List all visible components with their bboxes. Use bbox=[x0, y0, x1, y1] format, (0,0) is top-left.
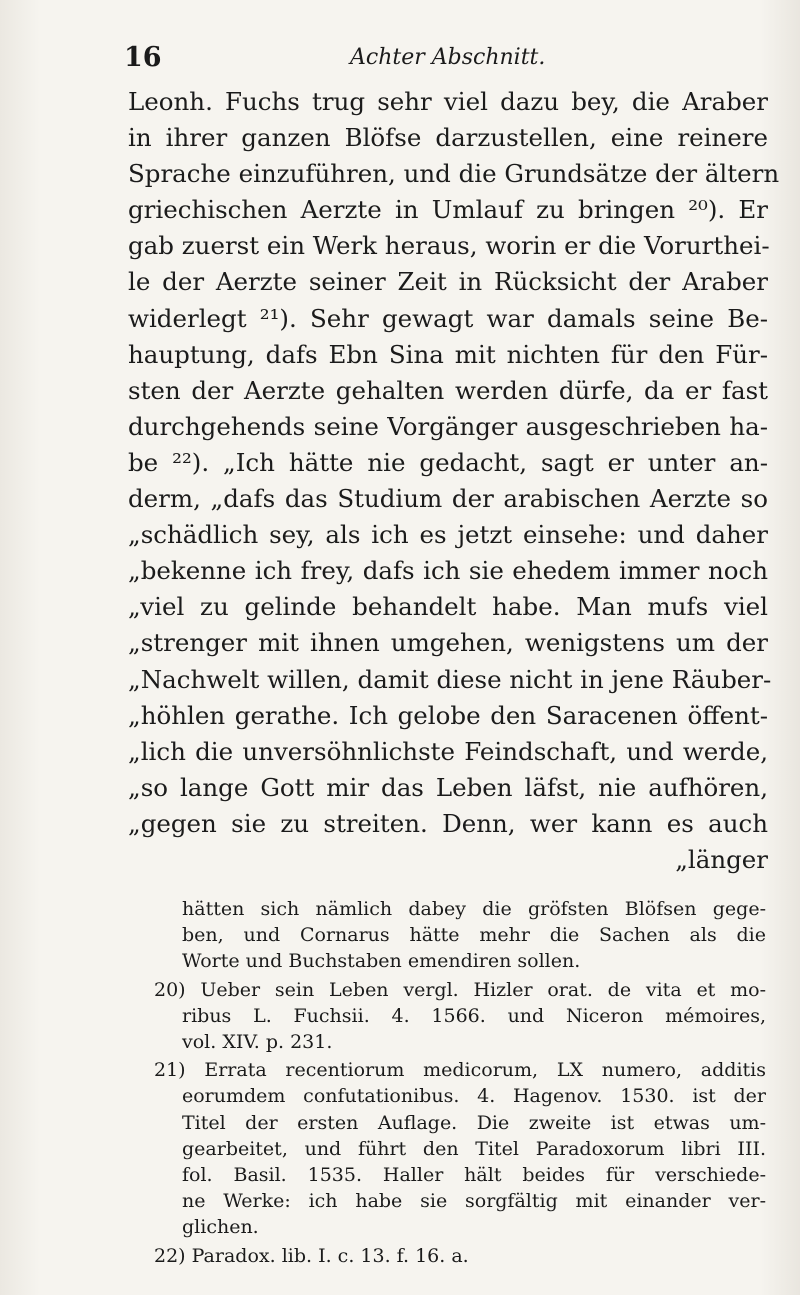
footnote-line: glichen. bbox=[182, 1216, 259, 1239]
footnote-line: 22) Paradox. lib. I. c. 13. f. 16. a. bbox=[154, 1244, 469, 1267]
body-line: le der Aerzte seiner Zeit in Rücksicht der Araber bbox=[128, 267, 768, 297]
body-line: „schädlich sey, als ich es jetzt einsehe: und daher bbox=[128, 520, 768, 550]
footnote-line: ribus L. Fuchsii. 4. 1566. und Niceron mémoires, bbox=[182, 1004, 766, 1027]
footnote-20 bbox=[154, 977, 766, 1056]
body-line: be ²²). „Ich hätte nie gedacht, sagt er unter an- bbox=[128, 447, 768, 477]
body-line: sten der Aerzte gehalten werden dürfe, da er fast bbox=[128, 375, 768, 405]
page-number: 16 bbox=[124, 42, 162, 73]
footnote-line: vol. XIV. p. 231. bbox=[182, 1031, 333, 1054]
body-line: griechischen Aerzte in Umlauf zu bringen ²⁰). Er bbox=[128, 195, 768, 225]
running-head: Achter Abschnitt. bbox=[350, 45, 546, 70]
body-line: widerlegt ²¹). Sehr gewagt war damals seine Be- bbox=[128, 303, 768, 333]
body-line: „so lange Gott mir das Leben läfst, nie aufhören, bbox=[128, 772, 768, 802]
body-line: in ihrer ganzen Blöfse darzustellen, eine reinere bbox=[128, 123, 768, 153]
catchword: „länger bbox=[675, 844, 768, 874]
page-header bbox=[124, 42, 764, 76]
body-line: gab zuerst ein Werk heraus, worin er die Vorurthei- bbox=[128, 231, 770, 261]
body-line: derm, „dafs das Studium der arabischen Aerzte so bbox=[128, 484, 768, 514]
body-line: „viel zu gelinde behandelt habe. Man mufs viel bbox=[128, 592, 768, 622]
body-line: „Nachwelt willen, damit diese nicht in jene Räuber- bbox=[128, 664, 772, 694]
body-line: „gegen sie zu streiten. Denn, wer kann es auch bbox=[128, 808, 768, 838]
body-line: „bekenne ich frey, dafs ich sie ehedem immer noch bbox=[128, 556, 768, 586]
body-text bbox=[128, 84, 780, 878]
body-line: hauptung, dafs Ebn Sina mit nichten für den Für- bbox=[128, 339, 768, 369]
footnote-22 bbox=[154, 1243, 766, 1269]
footnote-continuation bbox=[154, 896, 766, 975]
body-line: Sprache einzuführen, und die Grundsätze der ältern bbox=[128, 159, 780, 189]
footnote-line: eorumdem confutationibus. 4. Hagenov. 1530. ist der bbox=[182, 1085, 766, 1108]
body-line: durchgehends seine Vorgänger ausgeschrieben ha- bbox=[128, 411, 768, 441]
footnote-line: Worte und Buchstaben emendiren sollen. bbox=[182, 950, 581, 973]
footnote-line: Titel der ersten Auflage. Die zweite ist etwas um- bbox=[182, 1111, 766, 1134]
body-line: Leonh. Fuchs trug sehr viel dazu bey, die Araber bbox=[128, 87, 768, 116]
footnote-line: 21) Errata recentiorum medicorum, LX numero, additis bbox=[154, 1059, 766, 1082]
body-line: „höhlen gerathe. Ich gelobe den Saracenen öffent- bbox=[128, 700, 768, 730]
footnote-line: gearbeitet, und führt den Titel Paradoxorum libri III. bbox=[182, 1137, 766, 1160]
footnote-21 bbox=[154, 1057, 766, 1240]
body-line: „lich die unversöhnlichste Feindschaft, und werde, bbox=[128, 736, 768, 766]
footnotes bbox=[154, 896, 766, 1269]
body-line: „strenger mit ihnen umgehen, wenigstens um der bbox=[128, 628, 768, 658]
footnote-line: 20) Ueber sein Leben vergl. Hizler orat. de vita et mo- bbox=[154, 978, 766, 1001]
footnote-line: fol. Basil. 1535. Haller hält beides für verschiede- bbox=[182, 1164, 766, 1187]
footnote-line: hätten sich nämlich dabey die gröfsten Blöfsen gege- bbox=[182, 898, 766, 920]
footnote-line: ne Werke: ich habe sie sorgfältig mit einander ver- bbox=[182, 1190, 766, 1213]
footnote-line: ben, und Cornarus hätte mehr die Sachen als die bbox=[182, 924, 766, 947]
